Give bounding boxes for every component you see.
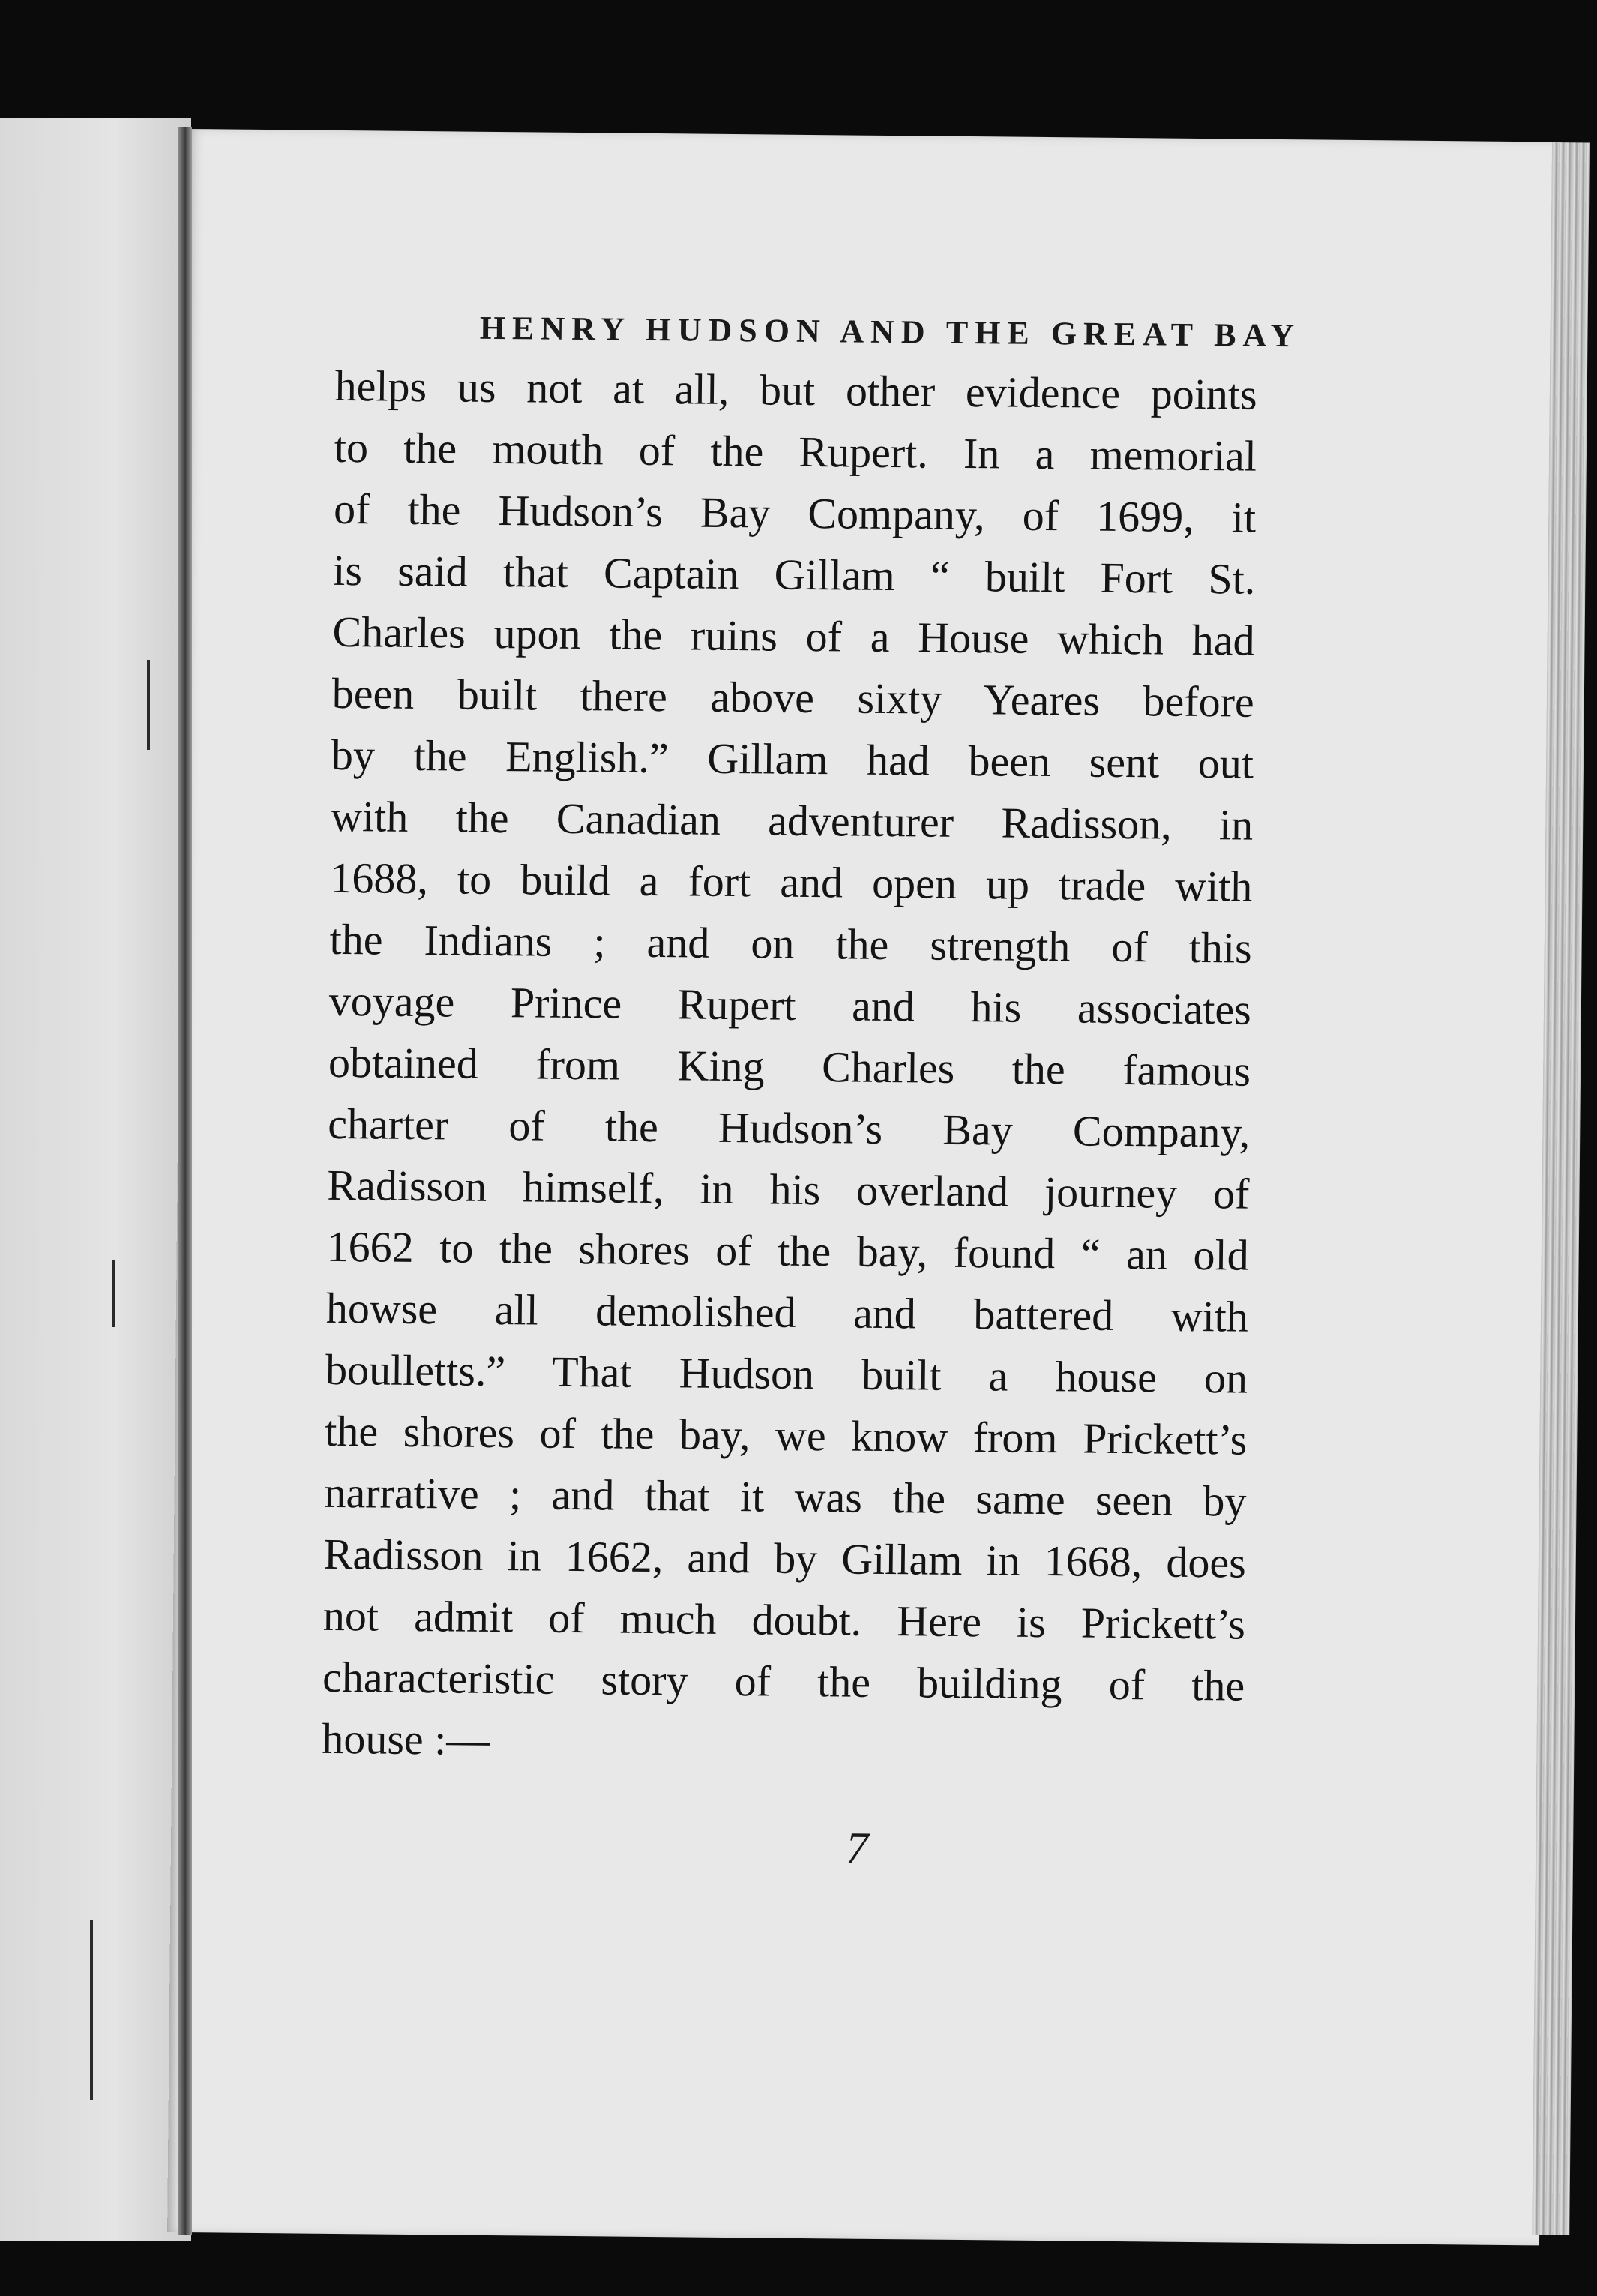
text-line: by the English.” Gillam had been sent out	[331, 730, 1254, 788]
text-line: boulletts.” That Hudson built a house on	[325, 1344, 1248, 1403]
text-line: been built there above sixty Yeares before	[331, 668, 1255, 727]
margin-mark	[90, 1920, 93, 2100]
book-page	[167, 129, 1560, 2245]
page-number: 7	[845, 1823, 869, 1873]
text-line: the shores of the bay, we know from Prickett’s	[325, 1406, 1248, 1464]
text-line: Charles upon the ruins of a House which had	[332, 607, 1255, 665]
text-line: the Indians ; and on the strength of this	[329, 914, 1252, 973]
margin-mark	[147, 660, 150, 750]
text-line: voyage Prince Rupert and his associates	[328, 976, 1252, 1034]
left-facing-page-edge	[0, 118, 191, 2241]
text-line: with the Canadian adventurer Radisson, in	[330, 791, 1254, 850]
text-line: of the Hudson’s Bay Company, of 1699, it	[333, 484, 1257, 542]
running-head: HENRY HUDSON AND THE GREAT BAY	[479, 309, 1302, 355]
text-line: narrative ; and that it was the same seen by	[324, 1467, 1247, 1526]
text-line: helps us not at all, but other evidence points	[334, 361, 1257, 419]
text-line: 1662 to the shores of the bay, found “ an old	[326, 1221, 1249, 1280]
binding-gutter	[178, 127, 192, 2235]
text-line: charter of the Hudson’s Bay Company,	[327, 1099, 1251, 1157]
margin-mark	[112, 1260, 115, 1327]
text-line: is said that Captain Gillam “ built Fort St.	[333, 545, 1256, 604]
text-line: Radisson in 1662, and by Gillam in 1668, does	[323, 1529, 1247, 1587]
text-line: not admit of much doubt. Here is Prickett’s	[322, 1590, 1246, 1649]
text-line: Radisson himself, in his overland journey of	[327, 1160, 1250, 1218]
text-line: to the mouth of the Rupert. In a memorial	[334, 422, 1257, 481]
text-line: house :—	[322, 1713, 490, 1764]
text-line: characteristic story of the building of the	[322, 1652, 1245, 1710]
text-line: 1688, to build a fort and open up trade with	[330, 853, 1253, 911]
text-line: obtained from King Charles the famous	[328, 1037, 1251, 1096]
body-text	[322, 355, 1257, 1779]
text-line: howse all demolished and battered with	[325, 1283, 1249, 1341]
